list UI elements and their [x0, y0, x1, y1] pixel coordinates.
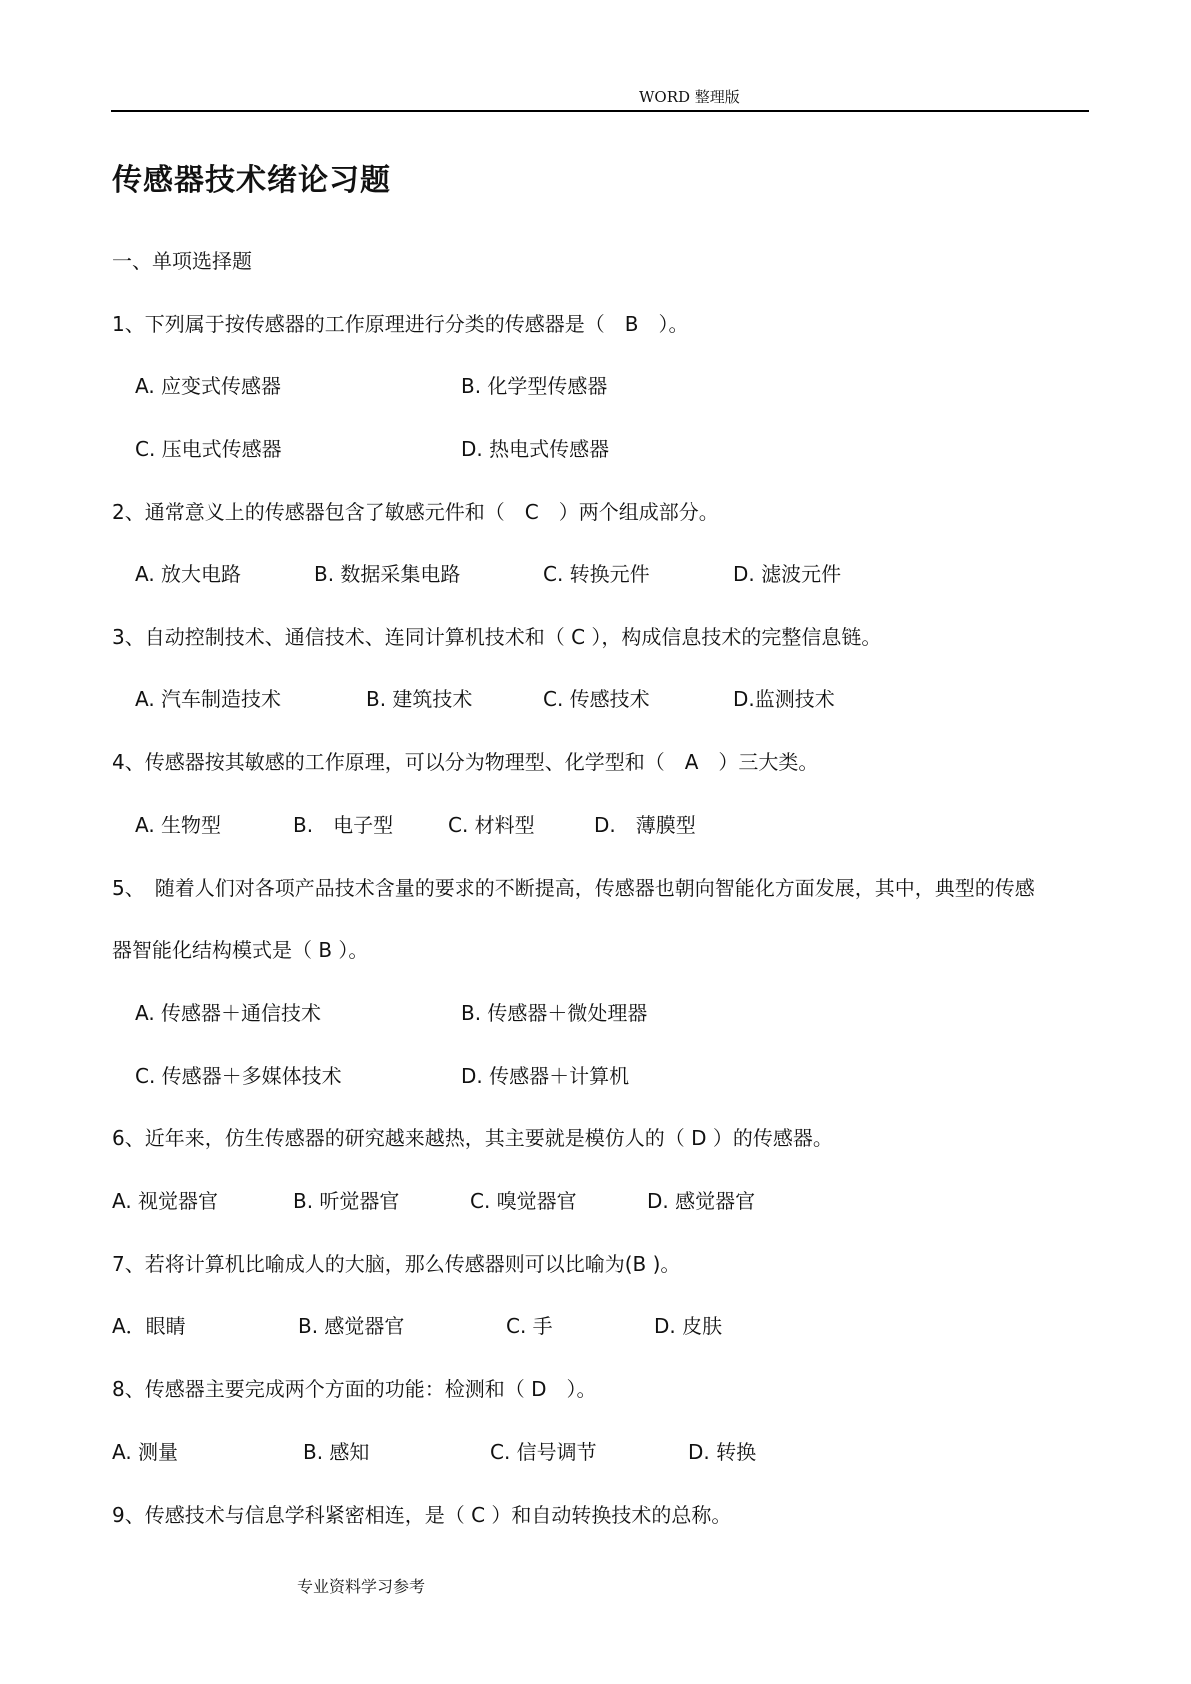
- q2-option-a: A. 放大电路: [135, 562, 242, 586]
- q2-option-b: B. 数据采集电路: [314, 562, 461, 586]
- question-3-stem: 3、自动控制技术、通信技术、连同计算机技术和（ C ），构成信息技术的完整信息链。: [112, 625, 882, 649]
- q1-option-c: C. 压电式传感器: [135, 437, 282, 461]
- header-divider: [111, 110, 1089, 112]
- question-5-stem-line-2: 器智能化结构模式是（ B ）。: [112, 938, 369, 962]
- question-4-stem: 4、传感器按其敏感的工作原理，可以分为物理型、化学型和（ A ）三大类。: [112, 750, 819, 774]
- q7-option-a: A．眼睛: [112, 1314, 186, 1338]
- q7-option-c: C. 手: [506, 1314, 553, 1338]
- q1-option-d: D. 热电式传感器: [461, 437, 610, 461]
- question-9-stem: 9、传感技术与信息学科紧密相连，是（ C ）和自动转换技术的总称。: [112, 1503, 732, 1527]
- q3-option-d: D.监测技术: [733, 687, 835, 711]
- q6-option-c: C. 嗅觉器官: [470, 1189, 577, 1213]
- question-7-stem: 7、若将计算机比喻成人的大脑，那么传感器则可以比喻为(B )。: [112, 1252, 681, 1276]
- q6-option-d: D. 感觉器官: [647, 1189, 756, 1213]
- page-footer-text: 专业资料学习参考: [297, 1577, 426, 1596]
- q2-option-d: D. 滤波元件: [733, 562, 842, 586]
- q7-option-d: D. 皮肤: [654, 1314, 723, 1338]
- q1-option-a: A. 应变式传感器: [135, 374, 282, 398]
- q4-option-a: A. 生物型: [135, 813, 222, 837]
- q5-option-a: A. 传感器＋通信技术: [135, 1001, 322, 1025]
- q8-option-c: C. 信号调节: [490, 1440, 597, 1464]
- q2-option-c: C. 转换元件: [543, 562, 650, 586]
- question-2-stem: 2、通常意义上的传感器包含了敏感元件和（ C ）两个组成部分。: [112, 500, 719, 524]
- q5-option-b: B. 传感器＋微处理器: [461, 1001, 648, 1025]
- page-header-text: WORD 整理版: [639, 88, 740, 106]
- question-1-stem: 1、下列属于按传感器的工作原理进行分类的传感器是（ B ）。: [112, 312, 689, 336]
- section-heading: 一、单项选择题: [112, 249, 252, 273]
- question-8-stem: 8、传感器主要完成两个方面的功能：检测和（ D ）。: [112, 1377, 597, 1401]
- question-5-stem-line-1: 5、 随着人们对各项产品技术含量的要求的不断提高，传感器也朝向智能化方面发展，其中，典型的传感: [112, 876, 1035, 900]
- q4-option-c: C. 材料型: [448, 813, 535, 837]
- document-title: 传感器技术绪论习题: [112, 163, 391, 198]
- q1-option-b: B. 化学型传感器: [461, 374, 608, 398]
- q8-option-a: A. 测量: [112, 1440, 179, 1464]
- q3-option-c: C. 传感技术: [543, 687, 650, 711]
- q3-option-b: B. 建筑技术: [366, 687, 473, 711]
- q5-option-c: C. 传感器＋多媒体技术: [135, 1064, 342, 1088]
- q8-option-b: B. 感知: [303, 1440, 370, 1464]
- q6-option-b: B. 听觉器官: [293, 1189, 400, 1213]
- q4-option-b: B. 电子型: [293, 813, 394, 837]
- q8-option-d: D. 转换: [688, 1440, 757, 1464]
- q5-option-d: D. 传感器＋计算机: [461, 1064, 630, 1088]
- q6-option-a: A. 视觉器官: [112, 1189, 219, 1213]
- q7-option-b: B. 感觉器官: [298, 1314, 405, 1338]
- q3-option-a: A. 汽车制造技术: [135, 687, 282, 711]
- q4-option-d: D. 薄膜型: [594, 813, 696, 837]
- question-6-stem: 6、近年来，仿生传感器的研究越来越热，其主要就是模仿人的（ D ）的传感器。: [112, 1126, 833, 1150]
